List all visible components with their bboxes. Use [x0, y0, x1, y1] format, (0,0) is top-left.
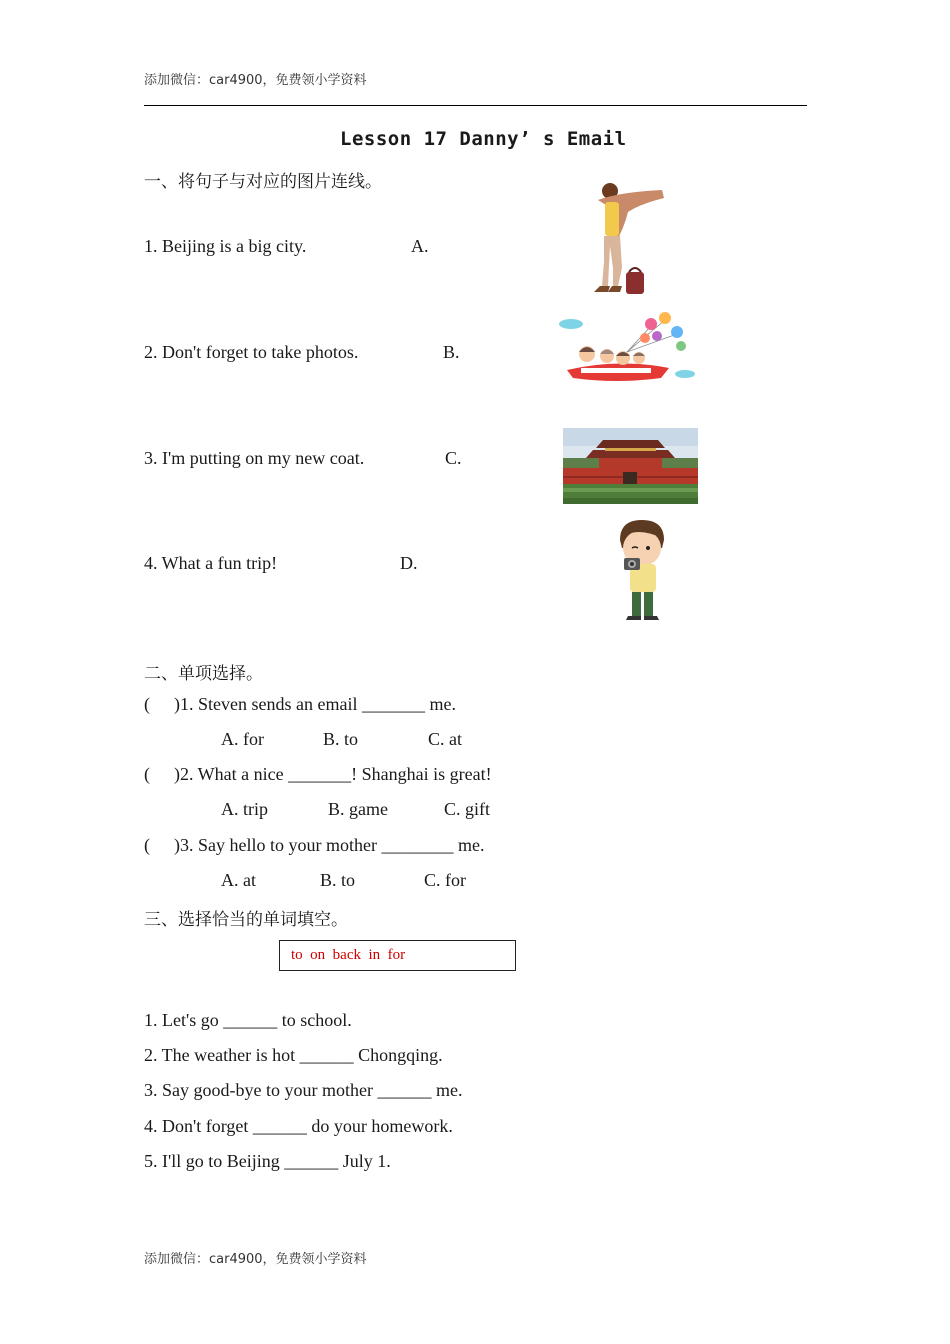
header-divider: [144, 105, 807, 106]
choice-3-option-c: C. for: [424, 870, 466, 890]
fill-sentence-3: 3. Say good-bye to your mother ______ me.: [144, 1080, 463, 1100]
choice-1-option-a: A. for: [221, 729, 264, 749]
match-sentence-2: 2. Don't forget to take photos.: [144, 342, 359, 362]
section3-heading: 三、选择恰当的单词填空。: [144, 910, 348, 930]
choice-question-1: )1. Steven sends an email _______ me.: [174, 694, 456, 714]
match-sentence-4: 4. What a fun trip!: [144, 553, 278, 573]
boy-with-camera-picture: [610, 518, 672, 622]
choice-paren-2: (: [144, 764, 150, 784]
match-sentence-3: 3. I'm putting on my new coat.: [144, 448, 365, 468]
tiananmen-picture: [563, 428, 698, 504]
woman-with-scarf-picture: [580, 182, 670, 300]
choice-2-option-b: B. game: [328, 799, 388, 819]
match-letter-b: B.: [443, 342, 460, 362]
choice-question-3: )3. Say hello to your mother ________ me.: [174, 835, 485, 855]
choice-1-option-b: B. to: [323, 729, 359, 749]
choice-3-option-a: A. at: [221, 870, 256, 890]
choice-1-option-c: C. at: [428, 729, 462, 749]
word-bank-box: [279, 940, 516, 971]
footer-note: 添加微信：car4900，免费领小学资料: [144, 1252, 367, 1267]
fill-sentence-2: 2. The weather is hot ______ Chongqing.: [144, 1045, 443, 1065]
family-airplane-picture: [557, 308, 697, 388]
choice-paren-1: (: [144, 694, 150, 714]
word-bank: to on back in for: [291, 947, 406, 963]
choice-2-option-a: A. trip: [221, 799, 268, 819]
section2-heading: 二、单项选择。: [144, 664, 263, 684]
choice-3-option-b: B. to: [320, 870, 356, 890]
header-note: 添加微信：car4900，免费领小学资料: [144, 73, 367, 88]
fill-sentence-1: 1. Let's go ______ to school.: [144, 1010, 352, 1030]
match-letter-a: A.: [411, 236, 429, 256]
match-letter-d: D.: [400, 553, 418, 573]
page-title: Lesson 17 Danny’ s Email: [340, 128, 627, 150]
choice-2-option-c: C. gift: [444, 799, 491, 819]
match-letter-c: C.: [445, 448, 462, 468]
match-sentence-1: 1. Beijing is a big city.: [144, 236, 307, 256]
fill-sentence-4: 4. Don't forget ______ do your homework.: [144, 1116, 453, 1136]
choice-paren-3: (: [144, 835, 150, 855]
section1-heading: 一、将句子与对应的图片连线。: [144, 172, 382, 192]
fill-sentence-5: 5. I'll go to Beijing ______ July 1.: [144, 1151, 391, 1171]
choice-question-2: )2. What a nice _______! Shanghai is great!: [174, 764, 492, 784]
